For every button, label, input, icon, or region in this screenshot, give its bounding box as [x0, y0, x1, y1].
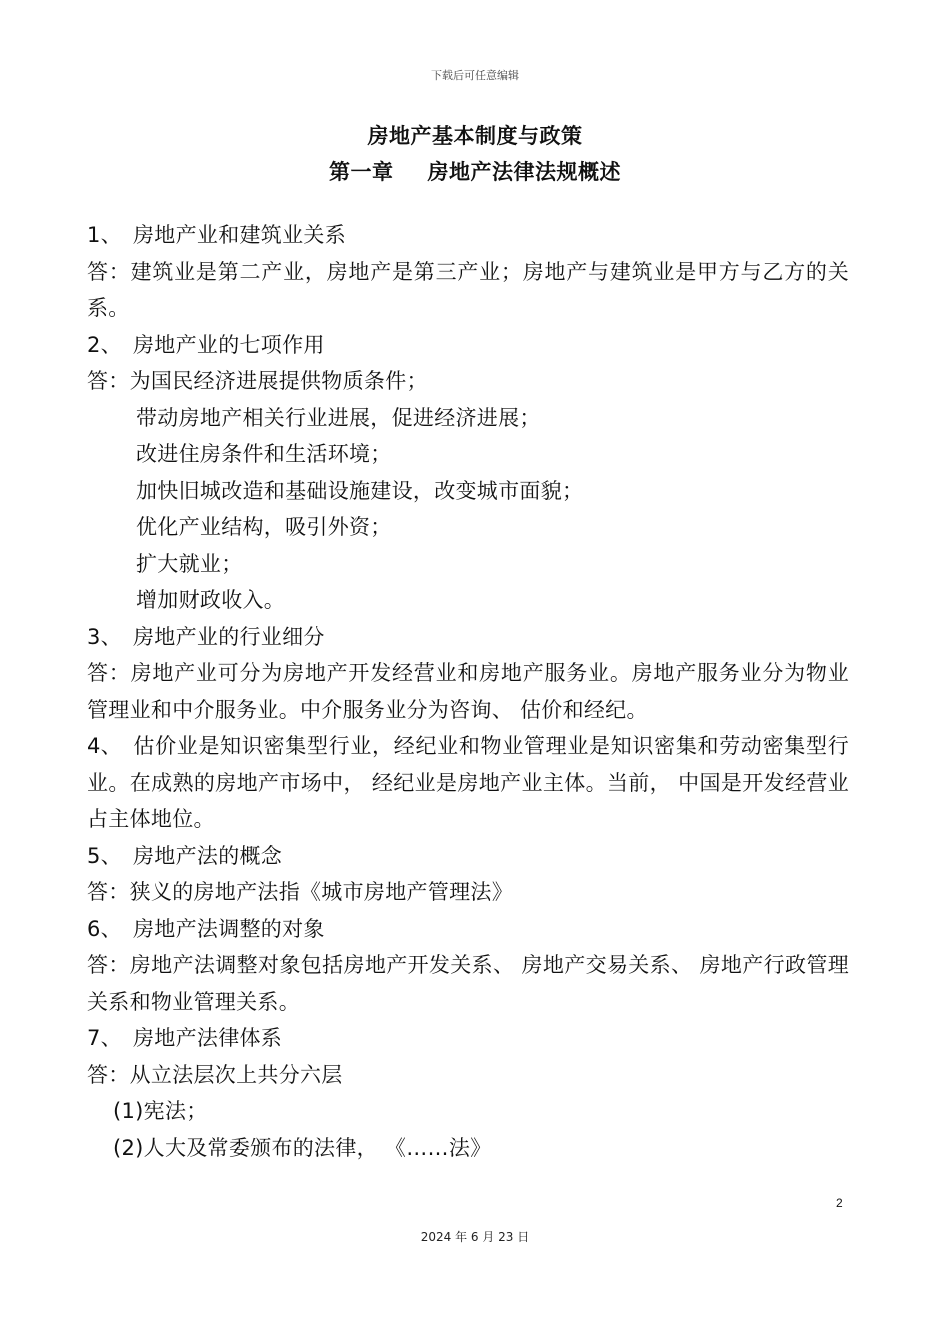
question-number: 3、 — [87, 624, 122, 649]
question-text: 房地产业的行业细分 — [133, 624, 325, 649]
question-3 — [87, 619, 849, 656]
answer-2 — [87, 363, 849, 400]
footer-date: 2024 年 6 月 23 日 — [420, 1230, 530, 1244]
question-text: 估价业是知识密集型行业，经纪业和物业管理业是知识密集和劳动密集型行业。在成熟的房地产市场中， 经纪业是房地产业主体。当前， 中国是开发经营业占主体地位。 — [87, 734, 849, 831]
answer-5 — [87, 874, 849, 911]
answer-prefix: 答： — [87, 953, 130, 977]
answer-prefix: 答： — [87, 259, 131, 284]
list-item: 增加财政收入。 — [136, 588, 286, 612]
answer-3 — [87, 655, 849, 728]
answer-prefix: 答： — [87, 369, 130, 393]
answer-text: 房地产法调整对象包括房地产开发关系、 房地产交易关系、 房地产行政管理关系和物业管理关系。 — [87, 953, 849, 1014]
answer-1 — [87, 254, 849, 327]
answer-text: 为国民经济进展提供物质条件； — [129, 369, 428, 393]
chapter-label: 第一章 — [329, 160, 394, 184]
document-title: 房地产基本制度与政策 — [367, 124, 583, 148]
chapter-name: 房地产法律法规概述 — [427, 160, 621, 184]
answer-prefix: 答： — [87, 1062, 130, 1087]
answer-text: 从立法层次上共分六层 — [129, 1062, 343, 1087]
question-text: 房地产业和建筑业关系 — [133, 223, 346, 247]
page-number: 2 — [836, 1196, 843, 1210]
answer-prefix: 答： — [87, 880, 130, 904]
question-5 — [87, 838, 849, 875]
question-number: 6、 — [87, 916, 122, 941]
question-text: 房地产业的七项作用 — [133, 332, 325, 357]
list-item: 带动房地产相关行业进展，促进经济进展； — [136, 405, 541, 430]
answer-6 — [87, 947, 849, 1020]
header-note: 下载后可任意编辑 — [431, 69, 519, 82]
question-number: 2、 — [87, 332, 122, 357]
question-4 — [87, 728, 849, 838]
list-item: 加快旧城改造和基础设施建设，改变城市面貌； — [136, 478, 584, 503]
question-number: 7、 — [87, 1026, 122, 1050]
question-6 — [87, 911, 849, 948]
list-item: (1)宪法； — [113, 1099, 208, 1123]
question-text: 房地产法的概念 — [133, 843, 283, 868]
document-body — [87, 217, 849, 1166]
chapter-title — [0, 156, 950, 186]
question-number: 4、 — [87, 734, 122, 758]
question-1 — [87, 217, 849, 254]
list-item: 优化产业结构，吸引外资； — [136, 515, 392, 539]
question-number: 5、 — [87, 843, 122, 868]
answer-text: 建筑业是第二产业，房地产是第三产业；房地产与建筑业是甲方与乙方的关系。 — [87, 259, 849, 320]
answer-text: 房地产业可分为房地产开发经营业和房地产服务业。房地产服务业分为物业管理业和中介服务业。中介服务业分为咨询、 估价和经纪。 — [87, 661, 849, 722]
question-number: 1、 — [87, 223, 122, 247]
answer-text: 狭义的房地产法指《城市房地产管理法》 — [129, 880, 514, 904]
answer-7 — [87, 1057, 849, 1094]
list-item: (2)人大及常委颁布的法律， 《……法》 — [113, 1135, 492, 1160]
list-item: 改进住房条件和生活环境； — [136, 442, 392, 466]
question-7 — [87, 1020, 849, 1057]
list-item: 扩大就业； — [136, 551, 243, 576]
question-text: 房地产法律体系 — [133, 1026, 283, 1050]
answer-prefix: 答： — [87, 661, 131, 685]
question-text: 房地产法调整的对象 — [133, 916, 325, 941]
question-2 — [87, 327, 849, 364]
